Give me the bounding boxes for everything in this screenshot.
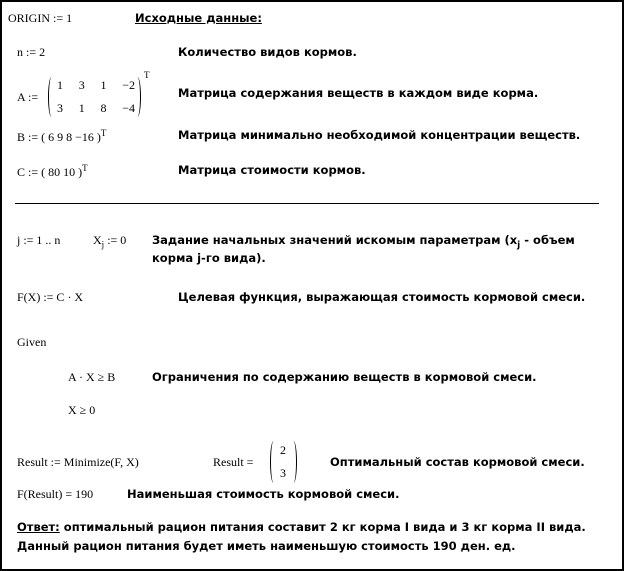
given-keyword: Given — [17, 335, 47, 349]
b-def: B := ( 6 9 8 −16 )$^T$ — [17, 128, 107, 144]
a-desc: Матрица содержания веществ в каждом виде корма. — [178, 86, 539, 100]
c-desc: Матрица стоимости кормов. — [178, 163, 366, 177]
result-def: Result := Minimize(F, X) — [17, 455, 139, 469]
constraint-2: X ≥ 0 — [68, 403, 96, 417]
result-desc: Оптимальный состав кормовой смеси. — [330, 455, 585, 469]
n-def: n := 2 — [17, 45, 46, 59]
f-def: F(X) := C · X — [17, 290, 84, 304]
origin-def: ORIGIN := 1 — [8, 11, 73, 25]
paren-right — [134, 77, 141, 117]
j-range: j := 1 .. n — [17, 233, 61, 247]
f-result: F(Result) = 190 — [17, 487, 94, 501]
c-def: C := ( 80 10 )$^T$ — [17, 163, 88, 179]
paren-left — [270, 441, 277, 483]
f-result-desc: Наименьшая стоимость кормовой смеси. — [127, 487, 400, 501]
answer-line-1: Ответ: оптимальный рацион питания составит 2 кг корма I вида и 3 кг корма II вида. — [17, 520, 586, 534]
j-desc-line2: корма j-го вида). — [152, 251, 266, 265]
x-init: $X_j$ := 0 — [93, 233, 127, 250]
result-value-1: 2 — [280, 443, 286, 457]
divider — [15, 203, 599, 204]
constraint-1-desc: Ограничения по содержанию веществ в кормовой смеси. — [152, 370, 537, 384]
result-value-2: 3 — [280, 466, 286, 480]
a-row-1: 1 3 1 −2 — [57, 78, 135, 92]
constraint-1: A · X ≥ B — [68, 370, 116, 384]
section-heading: Исходные данные: — [135, 11, 262, 25]
paren-right — [290, 441, 297, 483]
paren-left — [48, 77, 55, 117]
b-desc: Матрица минимально необходимой концентрации веществ. — [178, 128, 581, 142]
a-lhs: A := — [17, 90, 39, 104]
a-row-2: 3 1 8 −4 — [57, 101, 135, 115]
answer-line-2: Данный рацион питания будет иметь наименьшую стоимость 190 ден. ед. — [17, 539, 516, 553]
n-desc: Количество видов кормов. — [178, 45, 357, 59]
result-lhs: Result = — [213, 455, 254, 469]
j-desc-line1: Задание начальных значений искомым параметрам ($x_j$ - объем — [152, 233, 575, 251]
f-desc: Целевая функция, выражающая стоимость кормовой смеси. — [178, 290, 586, 304]
transpose-mark: T — [144, 70, 150, 80]
